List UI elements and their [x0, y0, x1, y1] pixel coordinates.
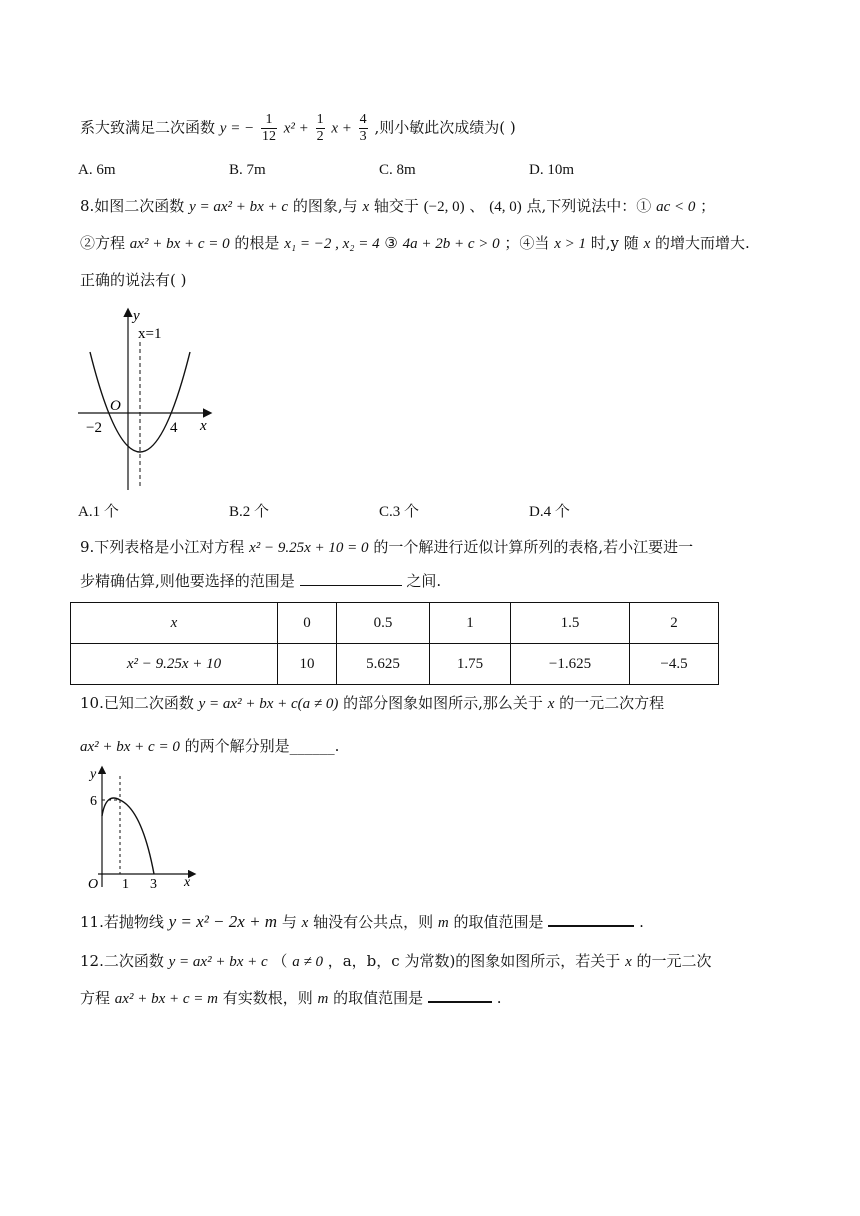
q8-origin-label: O [110, 398, 121, 414]
q7-option-c: C. 8m [379, 162, 416, 178]
q10-line-2 [80, 734, 339, 759]
q10-text: 的一元二次方程 [559, 694, 665, 712]
q10-parabola-curve [102, 798, 154, 874]
q8-text: 轴交于 [373, 197, 419, 215]
q8-text: 8.如图二次函数 [80, 197, 185, 215]
q12-text: 有实数根，则 [222, 989, 313, 1007]
q11-text: 11.若抛物线 [80, 913, 164, 931]
q7-option-d: D. 10m [529, 162, 574, 178]
q12-equation: y = ax² + bx + c [168, 954, 268, 970]
q12-var-m: m [317, 991, 329, 1007]
q10-origin-label: O [88, 877, 99, 892]
q8-text: 的增大而增大. [655, 234, 750, 252]
q8-equation-2: ax² + bx + c = 0 [129, 236, 230, 252]
q10-equation: y = ax² + bx + c(a ≠ 0) [198, 696, 339, 712]
q10-equation-2: ax² + bx + c = 0 [80, 739, 180, 755]
q8-condition-3: 4a + 2b + c > 0 [402, 236, 500, 252]
q12-var: x [625, 954, 632, 970]
q11-text: . [639, 913, 644, 931]
q12-text: 12.二次函数 [80, 952, 164, 970]
q12-line-1 [80, 949, 712, 974]
q8-right-root-label: 4 [170, 420, 178, 436]
q9-text: 之间. [406, 572, 442, 590]
q12-text: ，a，b，c 为常数)的图象如图所示，若关于 [327, 952, 621, 970]
q7-option-b: B. 7m [229, 162, 266, 178]
q9-line-2 [80, 569, 441, 593]
q11-answer-blank[interactable] [548, 911, 634, 927]
q8-text: 、 [469, 197, 485, 215]
q12-text: 的一元二次 [636, 952, 712, 970]
q12-text: 方程 [80, 989, 111, 1007]
q8-text: 点,下列说法中：① [526, 197, 652, 215]
q9-text: 步精确估算,则他要选择的范围是 [80, 572, 295, 590]
q8-line-2 [80, 231, 750, 256]
q7-prefix: 系大致满足二次函数 [80, 118, 216, 137]
q10-text: 的部分图象如图所示,那么关于 [343, 694, 543, 712]
q8-option-c: C.3 个 [379, 504, 420, 520]
q8-left-root-label: −2 [86, 420, 102, 436]
q8-var: x [643, 236, 651, 252]
q10-tick-3: 3 [150, 877, 157, 892]
q7-term-1: x² + [283, 120, 309, 137]
q9-cell: 0.5 [337, 603, 430, 644]
q12-text: . [496, 989, 502, 1007]
q7-fraction-2: $\frac{1}{2}$ [316, 112, 324, 144]
q11-line [80, 910, 644, 935]
q8-condition-1: ac < 0 [656, 199, 696, 215]
q8-parabola-graph [70, 302, 220, 492]
q8-y-label: y [133, 308, 140, 324]
q10-line-1 [80, 691, 664, 716]
q9-cell: 1.75 [430, 644, 511, 685]
q9-row2-head: x² − 9.25x + 10 [71, 644, 278, 685]
q10-peak-label: 6 [90, 794, 97, 809]
q9-cell: 2 [630, 603, 719, 644]
q9-cell: 0 [278, 603, 337, 644]
q8-axis-label: x=1 [138, 326, 162, 342]
q12-equation-2: ax² + bx + c = m [114, 991, 218, 1007]
q9-cell: 1.5 [511, 603, 630, 644]
q7-fraction-1: $\frac{1}{12}$ [261, 112, 276, 144]
q8-point-2: (4, 0) [489, 199, 522, 215]
q8-equation: y = ax² + bx + c [189, 199, 289, 215]
q8-text: ； [700, 197, 716, 215]
q9-row1-head: x [71, 603, 278, 644]
q11-text: 轴没有公共点，则 [313, 913, 434, 931]
q10-y-label: y [90, 767, 97, 782]
q10-var: x [547, 696, 555, 712]
q12-line-2 [80, 986, 502, 1011]
q9-text: 9.下列表格是小江对方程 [80, 538, 245, 556]
q8-text: 的根是 [234, 234, 280, 252]
q7-fraction-3: $\frac{4}{3}$ [359, 112, 367, 144]
q11-var-m: m [437, 915, 449, 931]
q8-x-label: x [200, 418, 207, 434]
q8-option-a: A.1 个 [78, 504, 119, 520]
q9-cell: −4.5 [630, 644, 719, 685]
q7-term-2: x + [331, 120, 352, 137]
q10-x-label: x [184, 875, 191, 890]
q9-equation: x² − 9.25x + 10 = 0 [249, 540, 369, 556]
q8-text: ；④当 [504, 234, 550, 252]
q9-text: 的一个解进行近似计算所列的表格,若小江要进一 [373, 538, 694, 556]
q7-eq-lhs: y = − [219, 120, 255, 137]
q7-line [80, 112, 516, 145]
q8-line-3: 正确的说法有( ) [80, 271, 187, 289]
q10-text: 10.已知二次函数 [80, 694, 194, 712]
q11-var: x [301, 915, 309, 931]
q11-equation: y = x² − 2x + m [168, 912, 278, 931]
q7-option-a: A. 6m [78, 162, 116, 178]
q12-condition: a ≠ 0 [292, 954, 323, 970]
q11-text: 与 [281, 913, 297, 931]
q8-text: 时,y 随 [590, 234, 639, 252]
q10-tick-1: 1 [122, 877, 129, 892]
q8-option-b: B.2 个 [229, 504, 270, 520]
q11-text: 的取值范围是 [453, 913, 544, 931]
q12-text: （ [272, 952, 288, 970]
q9-line-1 [80, 535, 693, 560]
q12-answer-blank[interactable] [428, 987, 492, 1003]
q7-suffix: ,则小敏此次成绩为( ) [374, 118, 516, 137]
q8-condition-4: x > 1 [554, 236, 586, 252]
q9-cell: −1.625 [511, 644, 630, 685]
q8-roots: x₁ = −2 , x₂ = 4 [284, 236, 380, 252]
q8-point-1: (−2, 0) [423, 199, 465, 215]
q9-table [70, 602, 719, 685]
q12-text: 的取值范围是 [333, 989, 424, 1007]
q9-answer-blank[interactable] [300, 571, 402, 586]
q8-line-1 [80, 194, 715, 219]
q10-text: 的两个解分别是______. [184, 737, 340, 755]
table-row [71, 644, 719, 685]
table-row [71, 603, 719, 644]
q8-text: ③ [384, 234, 398, 252]
q9-cell: 1 [430, 603, 511, 644]
q9-cell: 10 [278, 644, 337, 685]
q8-text: ②方程 [80, 234, 126, 252]
q9-cell: 5.625 [337, 644, 430, 685]
q10-parabola-graph [84, 762, 209, 892]
q8-var: x [362, 199, 370, 215]
q8-text: 的图象,与 [292, 197, 358, 215]
q8-option-d: D.4 个 [529, 504, 570, 520]
